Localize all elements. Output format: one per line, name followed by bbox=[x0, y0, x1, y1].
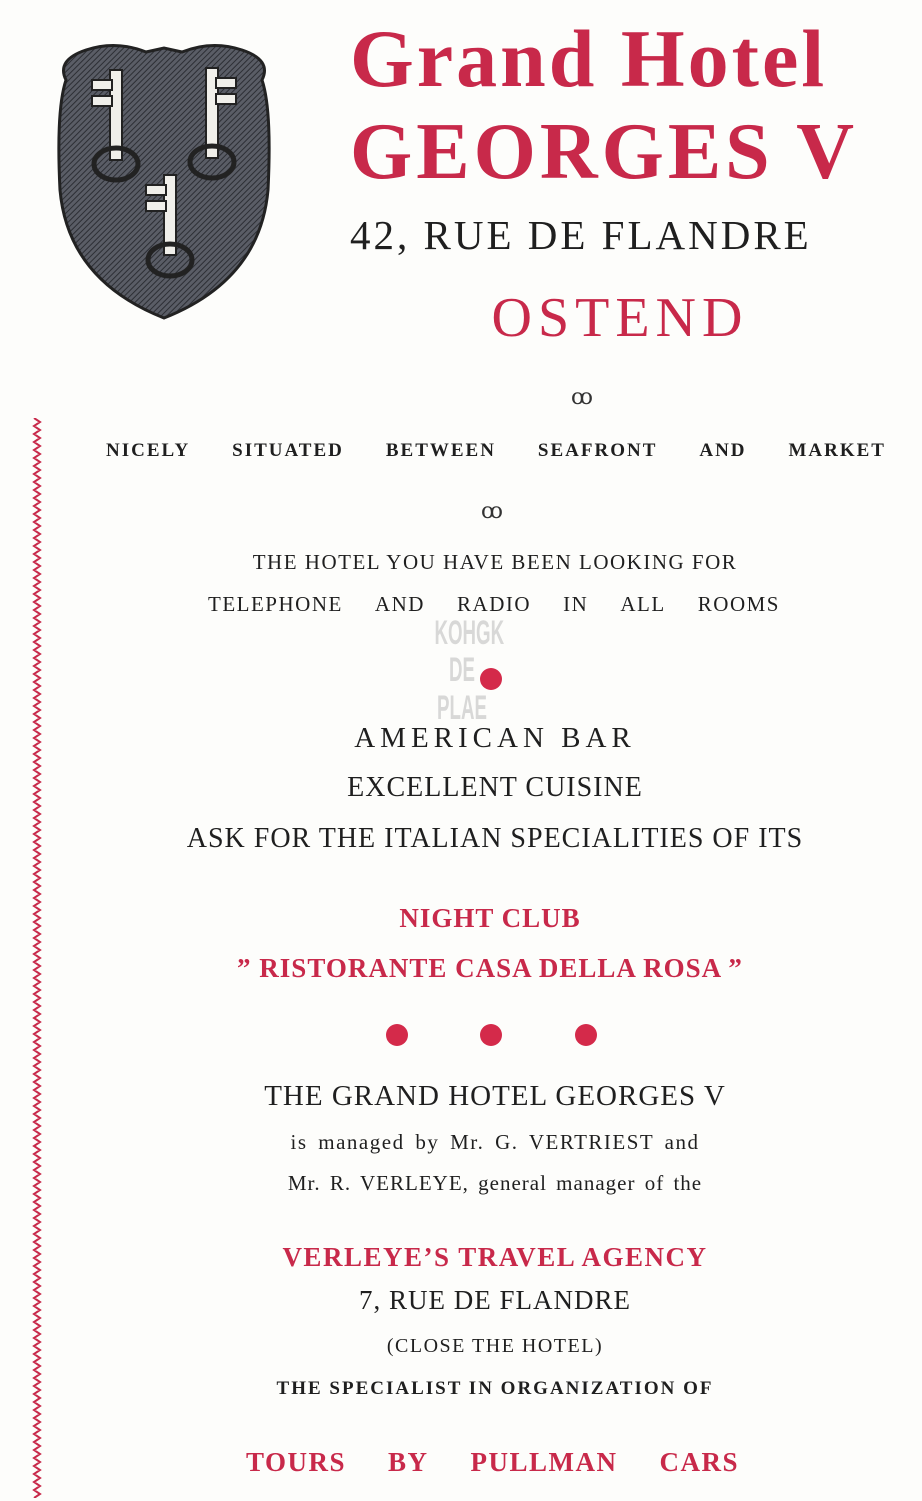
feature-word: ALL bbox=[620, 592, 666, 616]
tours-word: PULLMAN bbox=[470, 1447, 618, 1477]
tours-line bbox=[246, 1447, 739, 1478]
red-dot bbox=[480, 1024, 502, 1046]
agency-name: VERLEYE’S TRAVEL AGENCY bbox=[282, 1242, 708, 1272]
hotel-address: 42, RUE DE FLANDRE bbox=[350, 212, 812, 258]
excellent-cuisine: EXCELLENT CUISINE bbox=[347, 772, 643, 803]
american-bar: AMERICAN BAR bbox=[354, 722, 636, 754]
ornament-2: ꝏ bbox=[481, 498, 503, 523]
location-word: BETWEEN bbox=[385, 440, 496, 461]
night-club-label: NIGHT CLUB bbox=[399, 903, 581, 933]
watermark: KOHGK DE PLAE bbox=[434, 614, 505, 727]
hotel-title-line1: Grand Hotel bbox=[350, 13, 828, 104]
agency-note: (CLOSE THE HOTEL) bbox=[386, 1335, 604, 1357]
hotel-city: OSTEND bbox=[491, 287, 749, 349]
management-line-1: is managed by Mr. G. VERTRIEST and bbox=[290, 1130, 700, 1154]
agency-address: 7, RUE DE FLANDRE bbox=[359, 1285, 631, 1315]
tours-word: CARS bbox=[659, 1447, 739, 1477]
italian-specialities: ASK FOR THE ITALIAN SPECIALITIES OF ITS bbox=[186, 823, 804, 854]
night-club-name: ” RISTORANTE CASA DELLA ROSA ” bbox=[237, 953, 743, 983]
location-word: AND bbox=[699, 440, 747, 461]
tours-word: TOURS bbox=[246, 1447, 347, 1477]
ornament-1: ꝏ bbox=[571, 384, 593, 409]
decorative-border bbox=[30, 418, 44, 1498]
feature-word: IN bbox=[563, 592, 589, 616]
coat-of-arms-keys-logo bbox=[46, 40, 282, 320]
tours-word: BY bbox=[388, 1447, 429, 1477]
location-line bbox=[106, 440, 886, 462]
red-dot bbox=[386, 1024, 408, 1046]
management-line-2: Mr. R. VERLEYE, general manager of the bbox=[287, 1171, 703, 1195]
location-word: NICELY bbox=[106, 440, 191, 461]
agency-specialist: THE SPECIALIST IN ORGANIZATION OF bbox=[276, 1378, 714, 1399]
location-word: MARKET bbox=[788, 440, 886, 461]
feature-word: ROOMS bbox=[697, 592, 780, 616]
feature-word: AND bbox=[374, 592, 425, 616]
feature-word: RADIO bbox=[457, 592, 532, 616]
red-dot bbox=[575, 1024, 597, 1046]
hotel-title-line2: GEORGES V bbox=[350, 108, 858, 196]
management-hotel: THE GRAND HOTEL GEORGES V bbox=[264, 1080, 726, 1112]
location-word: SITUATED bbox=[232, 440, 344, 461]
feature-line-1: THE HOTEL YOU HAVE BEEN LOOKING FOR bbox=[252, 550, 738, 574]
feature-word: TELEPHONE bbox=[208, 592, 343, 616]
location-word: SEAFRONT bbox=[537, 440, 658, 461]
